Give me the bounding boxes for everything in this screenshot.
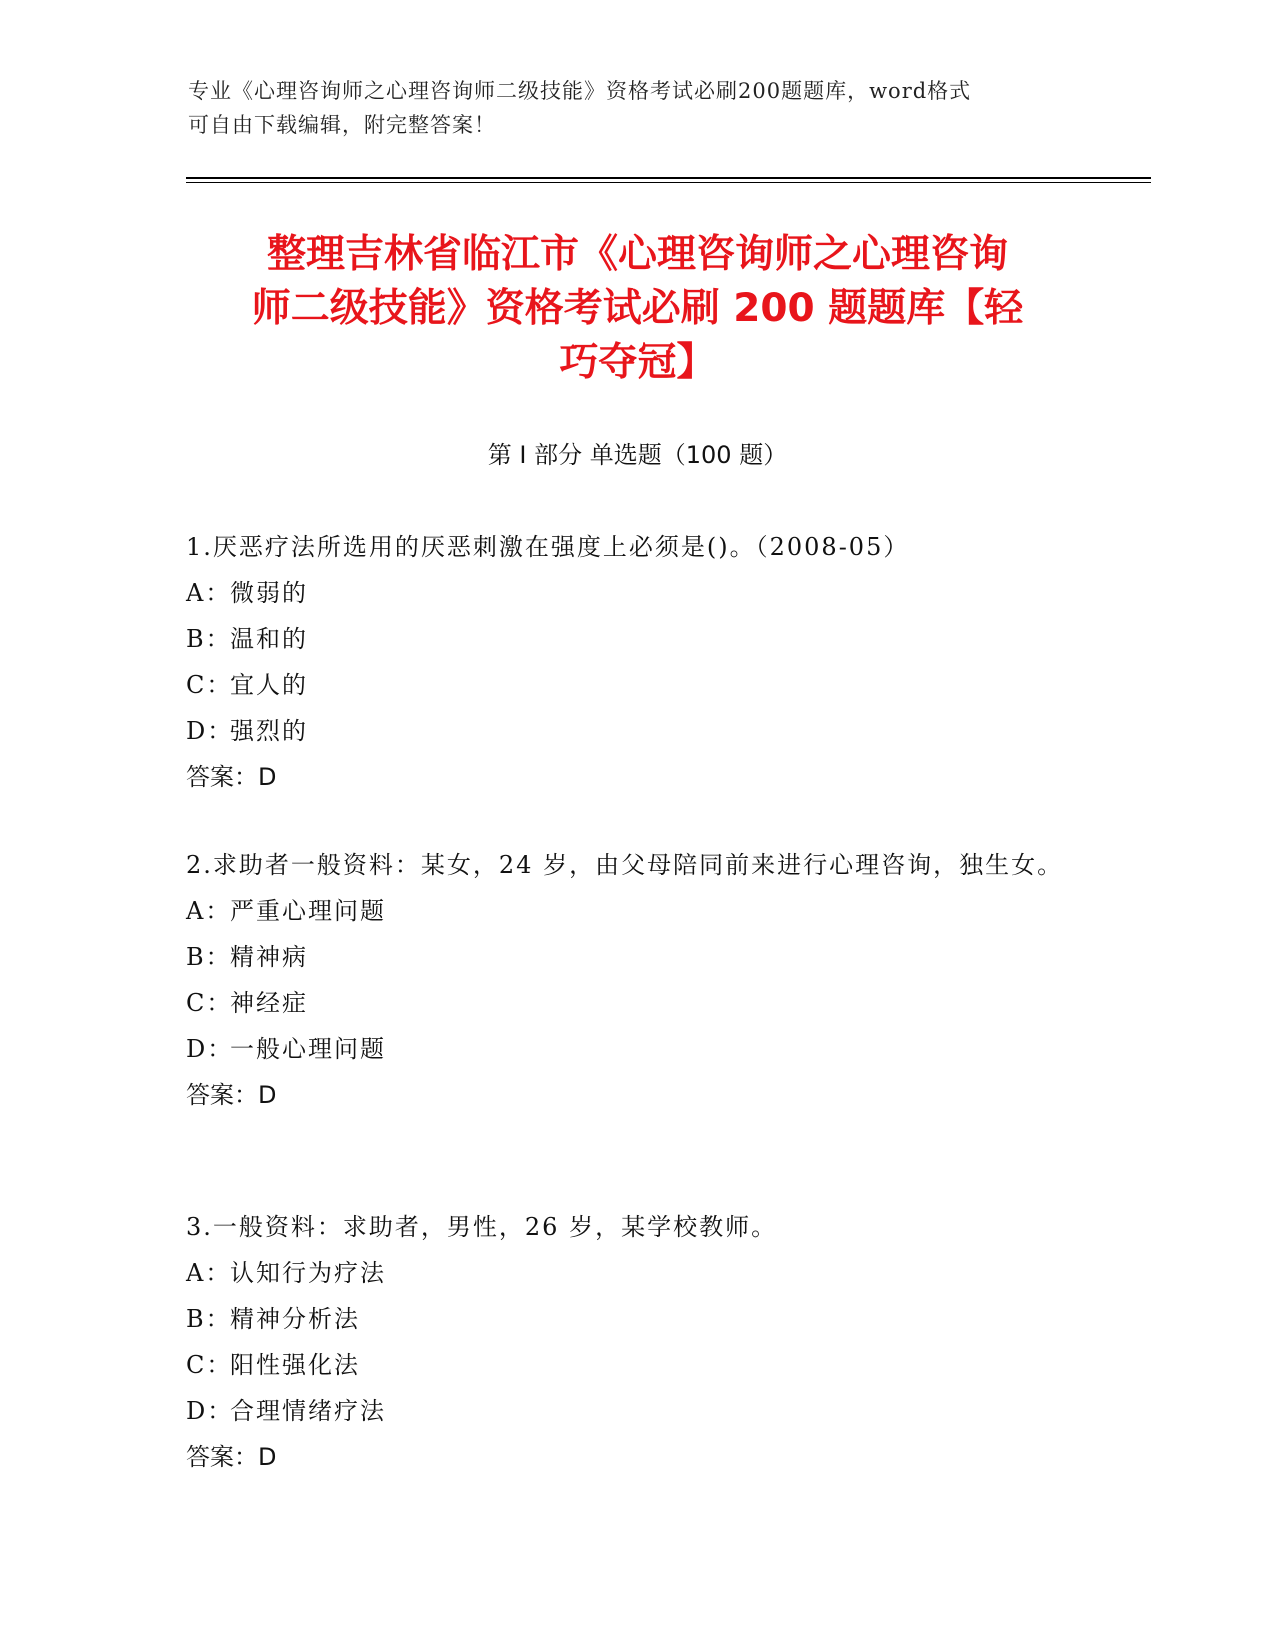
option-text: 微弱的 (230, 579, 308, 607)
option-b (186, 1296, 1066, 1342)
option-text: 强烈的 (230, 717, 308, 745)
option-text: 阳性强化法 (230, 1351, 360, 1379)
option-text: 合理情绪疗法 (230, 1397, 386, 1425)
question-stem: 3.一般资料：求助者，男性，26 岁，某学校教师。 (186, 1213, 778, 1241)
option-d (186, 708, 1066, 754)
option-text: 精神病 (230, 943, 308, 971)
header-note (188, 74, 1068, 142)
option-b (186, 616, 1066, 662)
option-key: A： (186, 897, 232, 925)
option-key: B： (186, 1305, 232, 1333)
option-text: 严重心理问题 (230, 897, 386, 925)
option-text: 神经症 (230, 989, 308, 1017)
option-text: 宜人的 (230, 671, 308, 699)
header-divider-thick (186, 177, 1151, 179)
option-text: 精神分析法 (230, 1305, 360, 1333)
option-key: B： (186, 625, 232, 653)
question-stem: 1.厌恶疗法所选用的厌恶刺激在强度上必须是()。（2008-05） (186, 533, 910, 561)
option-d (186, 1026, 1066, 1072)
option-c (186, 1342, 1066, 1388)
document-title-line-3: 巧夺冠】 (559, 340, 716, 385)
option-key: B： (186, 943, 232, 971)
option-text: 认知行为疗法 (230, 1259, 386, 1287)
question-stem: 2.求助者一般资料：某女，24 岁，由父母陪同前来进行心理咨询，独生女。 (186, 851, 1064, 879)
document-title-line-1: 整理吉林省临江市《心理咨询师之心理咨询 (266, 232, 1008, 277)
section-title: 第 I 部分 单选题（100 题） (487, 441, 788, 469)
answer-line: 答案：D (186, 763, 277, 791)
header-divider-thin (186, 182, 1151, 183)
option-d (186, 1388, 1066, 1434)
option-key: D： (186, 717, 234, 745)
question-1 (186, 524, 1066, 800)
option-key: D： (186, 1397, 234, 1425)
option-a (186, 888, 1066, 934)
option-key: D： (186, 1035, 234, 1063)
answer-line: 答案：D (186, 1443, 277, 1471)
option-key: C： (186, 671, 233, 699)
header-note-line-1: 专业《心理咨询师之心理咨询师二级技能》资格考试必刷200题题库，word格式 (188, 79, 972, 103)
option-c (186, 662, 1066, 708)
option-a (186, 570, 1066, 616)
question-3 (186, 1204, 1066, 1480)
option-b (186, 934, 1066, 980)
option-c (186, 980, 1066, 1026)
option-key: C： (186, 1351, 233, 1379)
answer-line: 答案：D (186, 1081, 277, 1109)
option-key: C： (186, 989, 233, 1017)
option-a (186, 1250, 1066, 1296)
document-title (190, 228, 1085, 390)
header-note-line-2: 可自由下载编辑，附完整答案！ (188, 113, 496, 137)
document-title-line-2: 师二级技能》资格考试必刷 200 题题库【轻 (251, 286, 1024, 331)
option-key: A： (186, 1259, 232, 1287)
option-text: 一般心理问题 (230, 1035, 386, 1063)
option-key: A： (186, 579, 232, 607)
question-2 (186, 842, 1066, 1118)
option-text: 温和的 (230, 625, 308, 653)
